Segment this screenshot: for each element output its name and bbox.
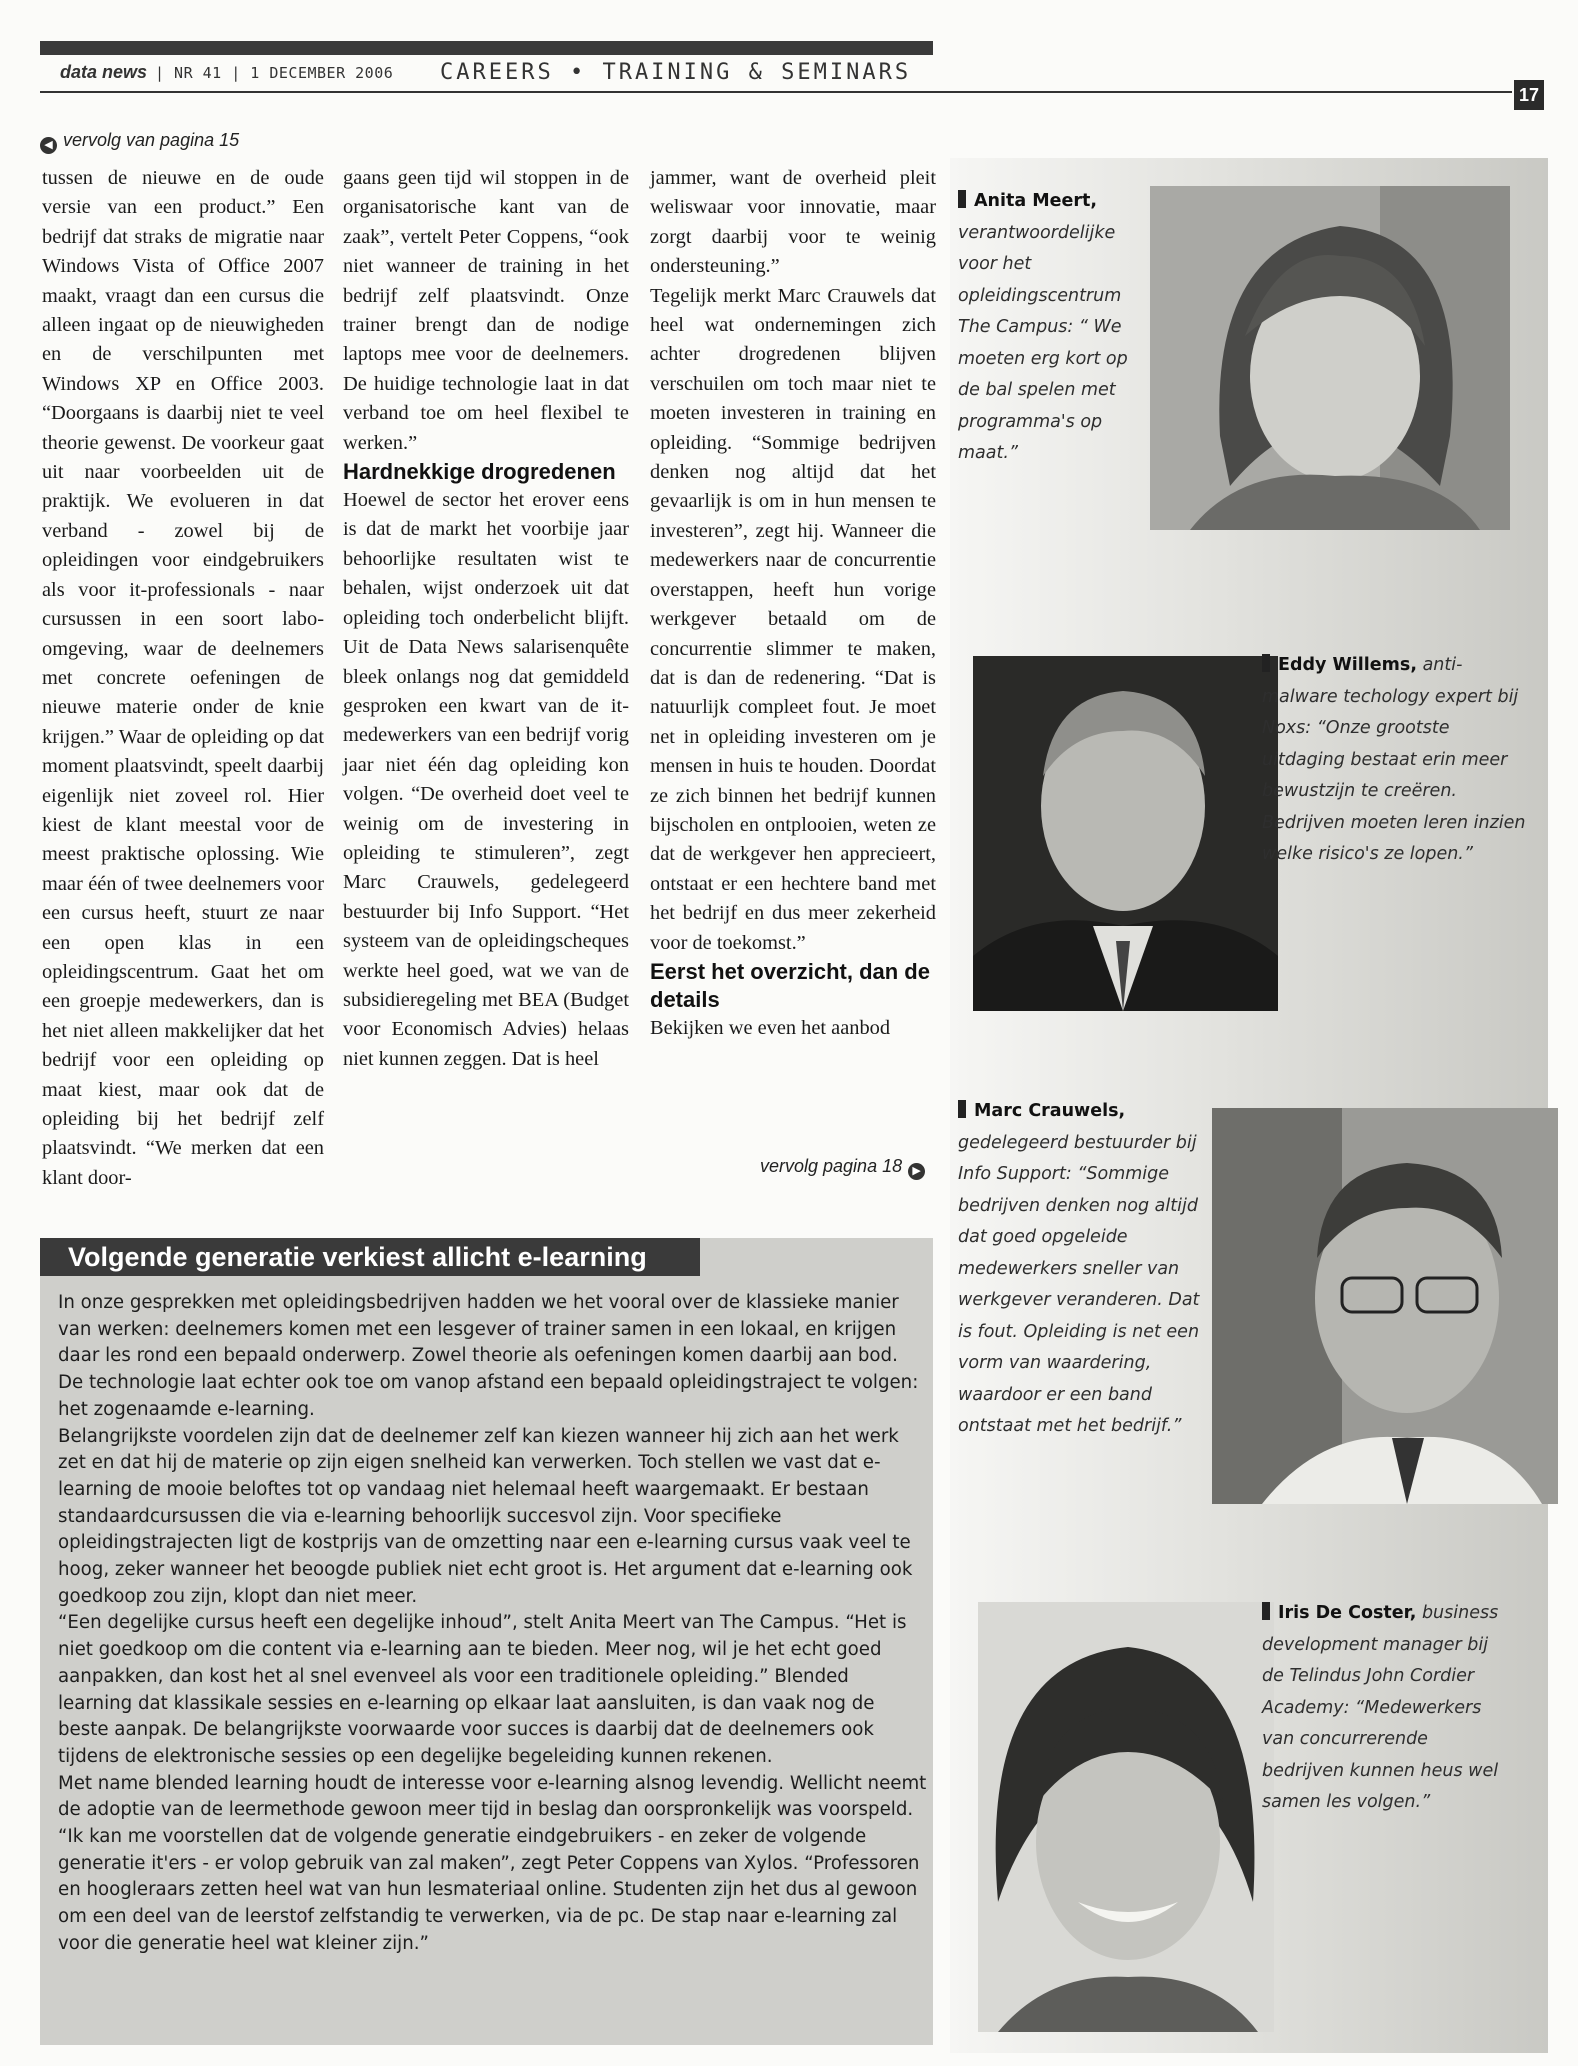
continued-from: [40, 130, 239, 154]
arrow-icon: ◀: [40, 137, 57, 154]
quote-marker: [958, 1100, 966, 1118]
portrait-photo: [1212, 1108, 1558, 1504]
pull-quote: [1262, 1598, 1512, 1819]
box-paragraph: Met name blended learning houdt de interesse voor e-learning alsnog levendig. Wellicht neemt de adoptie van de leermethode gewoon meer tijd in beslag dan oorspronkelijk was voorspeld. “Ik kan me voorstellen dat de volgende generatie eindgebruikers - en zeker de volgende generatie it'ers - er volop gebruik van zal maken”, zegt Peter Coppens van Xylos. “Professoren en hoogleraars zetten heel wat van hun lesmateriaal online. Studenten zijn het dus al gewoon om een deel van de leerstof zelfstandig te verwerken, via de pc. De stap naar e-learning zal voor die generatie heel wat kleiner zijn.”: [58, 1772, 927, 1954]
quote-text: anti-malware techology expert bij Noxs: “Onze grootste uitdaging bestaat erin meer bewustzijn te creëren. Bedrijven moeten leren inzien welke risico's ze lopen.”: [1262, 655, 1526, 864]
quote-text: verantwoordelijke voor het opleidingscentrum The Campus: “ We moeten erg kort op de bal spelen met programma's op maat.”: [958, 222, 1128, 463]
pull-quote: [1262, 650, 1532, 871]
quote-text: gedelegeerd bestuurder bij Info Support: “Sommige bedrijven denken nog altijd dat goed opgeleide medewerkers sneller van werkgever veranderen. Dat is fout. Opleiding is net een vorm van waardering, waardoor er een band ontstaat met het bedrijf.”: [958, 1132, 1200, 1436]
header-bar: [40, 41, 933, 55]
section-title: CAREERS • TRAINING & SEMINARS: [440, 60, 912, 85]
box-title: Volgende generatie verkiest allicht e-learning: [68, 1242, 647, 1272]
article-text: Bekijken we even het aanbod: [650, 1016, 891, 1039]
quote-name: Anita Meert,: [974, 191, 1098, 211]
quote-name: Eddy Willems,: [1278, 655, 1417, 675]
quote-text: business development manager bij de Telindus John Cordier Academy: “Medewerkers van concurrerende bedrijven kunnen heus wel samen les volgen.”: [1262, 1603, 1499, 1812]
quote-name: Iris De Coster,: [1278, 1603, 1417, 1623]
box-paragraph: Belangrijkste voordelen zijn dat de deelnemer zelf kan kiezen wanneer hij zich aan het werk zet en dat hij de materie op zijn eigen snelheid kan verwerken. Toch stellen we vast dat e-learning de mooie beloftes tot op vandaag niet helemaal heeft waargemaakt. Er bestaan standaardcursussen die via e-learning behoorlijk succesvol zijn. Voor specifieke opleidingstrajecten ligt de kostprijs van de omzetting naar een e-learning cursus vaak veel te hoog, zeker wanneer het beoogde publiek niet echt groot is. Het argument dat e-learning ook goedkoop zou zijn, klopt dan niet meer.: [58, 1425, 913, 1607]
header-rule: [40, 91, 1512, 93]
article-text: gaans geen tijd wil stoppen in de organisatorische kant van de zaak”, vertelt Peter Coppens, “ook niet wanneer de training in het bedrijf zelf plaatsvindt. Onze trainer brengt dan de nodige laptops mee voor de deelnemers. De huidige technologie laat in dat verband toe om heel flexibel te werken.”: [343, 167, 629, 454]
article-column-2: [343, 164, 629, 1074]
subheading: Hardnekkige drogredenen: [343, 459, 616, 485]
continued-to-text: vervolg pagina 18: [760, 1156, 903, 1176]
portrait-photo: [973, 656, 1278, 1011]
box-paragraph: In onze gesprekken met opleidingsbedrijven hadden we het vooral over de klassieke manier van werken: deelnemers komen met een lesgever of trainer samen in een lokaal, en krijgen daar les rond een bepaald onderwerp. Zowel theorie als oefeningen komen daarbij aan bod. De technologie laat echter ook toe om vanop afstand een bepaald opleidingstraject te volgen: het zogenaamde e-learning.: [58, 1292, 919, 1420]
pull-quote: [958, 1096, 1208, 1443]
continued-to: [760, 1156, 925, 1180]
quote-marker: [958, 190, 966, 208]
box-body: [58, 1290, 928, 1958]
page-number: 17: [1514, 80, 1544, 110]
continued-from-text: vervolg van pagina 15: [63, 130, 240, 150]
portrait-photo: [978, 1602, 1274, 2032]
box-paragraph: “Een degelijke cursus heeft een degelijke inhoud”, stelt Anita Meert van The Campus. “Het is niet goedkoop om die content via e-learning aan te bieden. Meer nog, wil je het echt goed aanpakken, dan kost het al snel evenveel als voor een traditionele opleiding.” Blended learning dat klassikale sessies en e-learning op elkaar laat aansluiten, is dan vaak nog de beste aanpak. De belangrijkste voorwaarde voor succes is daarbij dat de deelnemers ook tijdens de elektronische sessies op een degelijke begeleiding kunnen rekenen.: [58, 1612, 907, 1767]
quote-name: Marc Crauwels,: [974, 1101, 1126, 1121]
masthead: [40, 58, 1550, 92]
article-text: Hoewel de sector het erover eens is dat de markt het voorbije jaar behoorlijke resultaten wist te behalen, wijst onderzoek uit dat opleiding toch onderbelicht blijft. Uit de Data News salarisenquête bleek onlangs nog dat gemiddeld gesproken een kwart van de it-medewerkers van een bedrijf vorig jaar niet één dag opleiding kon volgen. “De overheid doet veel te weinig om de investering in opleiding te stimuleren”, zegt Marc Crauwels, gedelegeerd bestuurder bij Info Support. “Het systeem van de opleidingscheques werkte heel goed, wat we van de subsidieregeling met BEA (Budget voor Economisch Advies) helaas niet kunnen zeggen. Dat is heel: [343, 489, 629, 1070]
quote-marker: [1262, 1602, 1270, 1620]
article-text: Tegelijk merkt Marc Crauwels dat heel wat ondernemingen zich achter drogredenen blijven verschuilen om toch maar niet te moeten investeren in training en opleiding. “Sommige bedrijven denken nog altijd dat het gevaarlijk is om in hun mensen te investeren”, zegt hij. Wanneer die medewerkers naar de concurrentie overstappen, heeft hun vorige werkgever betaald om de concurrentie slimmer te maken, dat is dan de redenering. “Dat is natuurlijk compleet fout. Je moet net in opleiding investeren om je mensen in huis te houden. Doordat ze zich binnen het bedrijf kunnen bijscholen en ontplooien, weten ze dat de werkgever hen apprecieert, ontstaat er een hechtere band met het bedrijf en dus meer zekerheid voor de toekomst.”: [650, 284, 936, 954]
article-text: jammer, want de overheid pleit weliswaar voor innovatie, maar zorgt daarbij voor te weinig ondersteuning.”: [650, 167, 936, 278]
publication-name: data news: [60, 62, 148, 82]
subheading: Eerst het overzicht, dan de details: [650, 958, 930, 1012]
arrow-icon: ▶: [908, 1163, 925, 1180]
issue-info: | NR 41 | 1 DECEMBER 2006: [155, 64, 394, 82]
article-text: tussen de nieuwe en de oude versie van een product.” Een bedrijf dat straks de migratie naar Windows Vista of Office 2007 maakt, vraagt dan een cursus die alleen ingaat op de nieuwigheden en de verschilpunten met Windows XP en Office 2003. “Doorgaans is daarbij niet te veel theorie gewenst. De voorkeur gaat uit naar voorbeelden uit de praktijk. We evolueren in dat verband - zowel bij de opleidingen voor eindgebruikers als voor it-professionals - naar cursussen in een soort labo-omgeving, waar de deelnemers met concrete oefeningen de nieuwe materie onder de knie krijgen.” Waar de opleiding op dat moment plaatsvindt, speelt daarbij eigenlijk niet zoveel rol. Hier kiest de klant meestal voor de meest praktische oplossing. Wie maar één of twee deelnemers voor een cursus heeft, stuurt ze naar een open klas in een opleidingscentrum. Gaat het om een groepje medewerkers, dan is het niet alleen makkelijker dat het bedrijf voor een opleiding op maat kiest, maar ook dat de opleiding bij het bedrijf zelf plaatsvindt. “We merken dat een klant door-: [42, 167, 324, 1189]
article-column-3: [650, 164, 936, 1043]
quote-marker: [1262, 654, 1270, 672]
pull-quote: [958, 186, 1143, 470]
portrait-photo: [1150, 186, 1510, 530]
article-column-1: [42, 164, 324, 1193]
